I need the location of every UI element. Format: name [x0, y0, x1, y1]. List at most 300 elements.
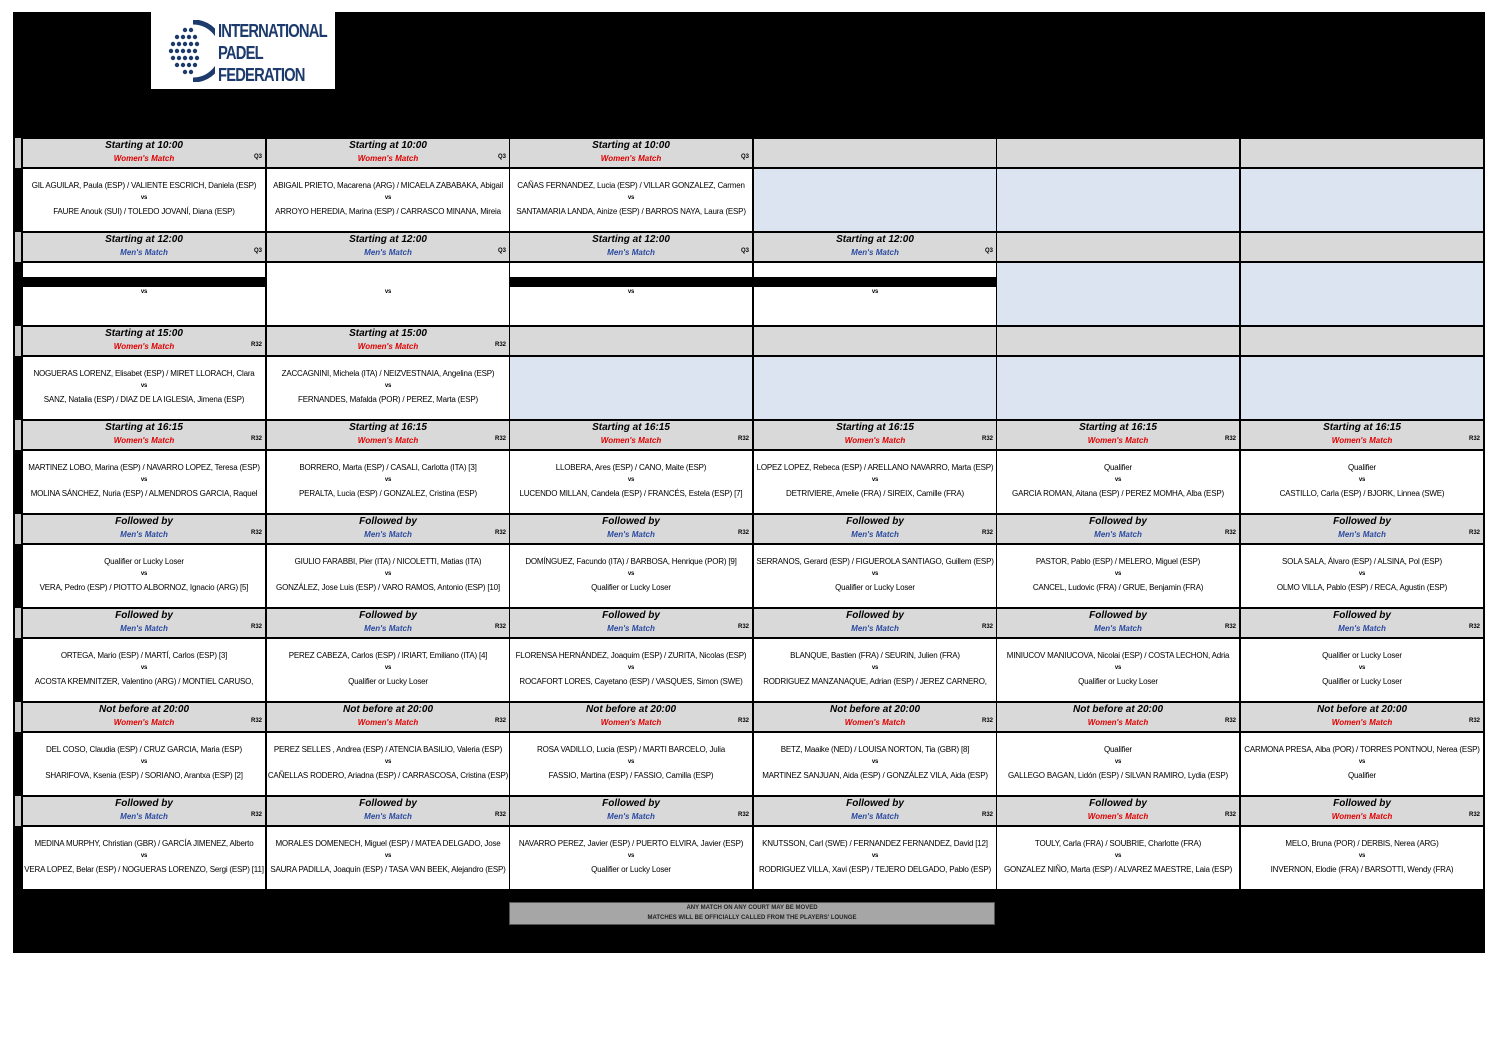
start-time: Starting at 16:15 — [1323, 422, 1401, 433]
team-2: MARTINEZ SANJUAN, Aida (ESP) / GONZÁLEZ VILA, Aida (ESP) — [762, 771, 988, 780]
team-1: Qualifier — [1348, 463, 1376, 472]
round-label: R32 — [981, 530, 993, 536]
team-2: Qualifier or Lucky Loser — [348, 677, 428, 686]
match-card[interactable] — [22, 262, 266, 326]
team-2: Qualifier or Lucky Loser — [591, 583, 671, 592]
team-2: Qualifier or Lucky Loser — [1078, 677, 1158, 686]
team-2: GONZALEZ NIÑO, Marta (ESP) / ALVAREZ MAESTRE, Laia (ESP) — [1003, 865, 1233, 874]
round-label: R32 — [737, 436, 749, 442]
match-header — [1240, 796, 1484, 826]
row-marker — [15, 796, 21, 826]
start-time: Not before at 20:00 — [585, 704, 677, 715]
team-2: Qualifier or Lucky Loser — [835, 583, 915, 592]
team-2: Qualifier or Lucky Loser — [1322, 677, 1402, 686]
round-label: R32 — [250, 624, 262, 630]
round-label: R32 — [1468, 718, 1480, 724]
round-label: Q3 — [253, 248, 262, 254]
team-2: SANTAMARIA LANDA, Ainize (ESP) / BARROS NAYA, Laura (ESP) — [516, 207, 746, 216]
round-label: R32 — [737, 530, 749, 536]
start-time: Followed by — [846, 610, 904, 621]
match-type: Men's Match — [607, 812, 655, 821]
versus-label: vs — [871, 477, 879, 483]
round-label: R32 — [494, 342, 506, 348]
start-time: Starting at 15:00 — [105, 328, 183, 339]
match-card[interactable] — [1240, 638, 1484, 702]
versus-label: vs — [140, 665, 148, 671]
start-time: Starting at 10:00 — [349, 140, 427, 151]
round-label: R32 — [494, 718, 506, 724]
round-label: R32 — [737, 812, 749, 818]
match-type: Women's Match — [1087, 718, 1149, 727]
team-2: RODRIGUEZ VILLA, Xavi (ESP) / TEJERO DELGADO, Pablo (ESP) — [758, 865, 992, 874]
versus-label: vs — [1114, 665, 1122, 671]
match-header — [266, 420, 510, 450]
versus-label: vs — [1358, 665, 1366, 671]
empty-court-slot — [1240, 168, 1484, 232]
team-1: BORRERO, Marta (ESP) / CASALI, Carlotta (ITA) [3] — [299, 463, 477, 472]
versus-label: vs — [140, 195, 148, 201]
match-header — [1240, 138, 1484, 168]
match-type: Women's Match — [844, 718, 906, 727]
start-time: Starting at 12:00 — [105, 234, 183, 245]
empty-court-slot — [996, 356, 1240, 420]
match-type: Men's Match — [607, 624, 655, 633]
match-type: Women's Match — [113, 154, 175, 163]
match-card[interactable] — [266, 450, 510, 514]
start-time: Not before at 20:00 — [829, 704, 921, 715]
start-time: Starting at 12:00 — [836, 234, 914, 245]
round-label: Q3 — [253, 154, 262, 160]
round-label: R32 — [1224, 718, 1236, 724]
versus-label: vs — [384, 759, 392, 765]
match-card[interactable] — [996, 826, 1240, 890]
match-type: Men's Match — [1338, 624, 1386, 633]
team-2: VERA, Pedro (ESP) / PIOTTO ALBORNOZ, Ignacio (ARG) [5] — [39, 583, 249, 592]
match-header — [266, 796, 510, 826]
match-type: Women's Match — [844, 436, 906, 445]
match-header — [22, 702, 266, 732]
team-2: MOLINA SÁNCHEZ, Nuria (ESP) / ALMENDROS GARCIA, Raquel — [30, 489, 258, 498]
start-time: Followed by — [1333, 516, 1391, 527]
match-type: Women's Match — [1331, 718, 1393, 727]
match-type: Men's Match — [607, 248, 655, 257]
match-card[interactable] — [1240, 732, 1484, 796]
team-1: CAÑAS FERNANDEZ, Lucia (ESP) / VILLAR GONZALEZ, Carmen — [517, 181, 745, 190]
match-card[interactable] — [266, 544, 510, 608]
versus-label: vs — [384, 289, 392, 295]
match-card[interactable] — [996, 544, 1240, 608]
start-time: Followed by — [359, 516, 417, 527]
start-time: Not before at 20:00 — [1072, 704, 1164, 715]
start-time: Not before at 20:00 — [98, 704, 190, 715]
start-time: Starting at 16:15 — [105, 422, 183, 433]
team-1: SERRANOS, Gerard (ESP) / FIGUEROLA SANTIAGO, Guillem (ESP) — [756, 557, 994, 566]
match-type: Men's Match — [364, 624, 412, 633]
match-card[interactable] — [996, 450, 1240, 514]
empty-court-slot — [1240, 262, 1484, 326]
team-1: NAVARRO PEREZ, Javier (ESP) / PUERTO ELVIRA, Javier (ESP) — [518, 839, 744, 848]
round-label: R32 — [1224, 812, 1236, 818]
match-header — [266, 232, 510, 262]
team-1: SOLA SALA, Álvaro (ESP) / ALSINA, Pol (ESP) — [1282, 557, 1442, 566]
versus-label: vs — [1358, 477, 1366, 483]
versus-label: vs — [871, 665, 879, 671]
match-card[interactable] — [22, 450, 266, 514]
team-1: TOULY, Carla (FRA) / SOUBRIE, Charlotte (FRA) — [1034, 839, 1202, 848]
team-1: GIL AGUILAR, Paula (ESP) / VALIENTE ESCRICH, Daniela (ESP) — [31, 181, 257, 190]
versus-label: vs — [1114, 853, 1122, 859]
team-1: ZACCAGNINI, Michela (ITA) / NEIZVESTNAIA, Angelina (ESP) — [281, 369, 495, 378]
match-type: Women's Match — [600, 154, 662, 163]
round-label: R32 — [1468, 812, 1480, 818]
match-type: Men's Match — [1094, 530, 1142, 539]
match-header — [753, 326, 997, 356]
redacted-bar — [23, 277, 265, 287]
team-2: RODRIGUEZ MANZANAQUE, Adrian (ESP) / JEREZ CARNERO, — [763, 677, 987, 686]
redacted-bar — [510, 277, 752, 287]
team-1: FLORENSA HERNÁNDEZ, Joaquim (ESP) / ZURITA, Nicolas (ESP) — [515, 651, 747, 660]
match-type: Women's Match — [600, 436, 662, 445]
match-header — [509, 326, 753, 356]
match-type: Men's Match — [1094, 624, 1142, 633]
team-1: Qualifier or Lucky Loser — [104, 557, 184, 566]
empty-court-slot — [509, 356, 753, 420]
match-header — [753, 608, 997, 638]
round-label: R32 — [737, 624, 749, 630]
match-header — [22, 796, 266, 826]
start-time: Followed by — [1089, 798, 1147, 809]
round-label: Q3 — [497, 248, 506, 254]
round-label: R32 — [250, 530, 262, 536]
team-1: BETZ, Maaike (NED) / LOUISA NORTON, Tia (GBR) [8] — [780, 745, 970, 754]
match-header — [753, 138, 997, 168]
team-1: ORTEGA, Mario (ESP) / MARTÍ, Carlos (ESP) [3] — [60, 651, 228, 660]
versus-label: vs — [627, 289, 635, 295]
start-time: Starting at 10:00 — [592, 140, 670, 151]
team-1: LOPEZ LOPEZ, Rebeca (ESP) / ARELLANO NAVARRO, Marta (ESP) — [756, 463, 994, 472]
match-card[interactable] — [266, 356, 510, 420]
team-1: Qualifier or Lucky Loser — [1322, 651, 1402, 660]
row-marker — [15, 232, 21, 262]
match-card[interactable] — [1240, 826, 1484, 890]
round-label: R32 — [737, 718, 749, 724]
start-time: Followed by — [846, 798, 904, 809]
versus-label: vs — [140, 477, 148, 483]
match-card[interactable] — [996, 638, 1240, 702]
match-header — [509, 514, 753, 544]
start-time: Followed by — [1333, 798, 1391, 809]
match-header — [266, 608, 510, 638]
start-time: Starting at 12:00 — [592, 234, 670, 245]
match-card[interactable] — [266, 262, 510, 326]
versus-label: vs — [140, 571, 148, 577]
match-card[interactable] — [22, 826, 266, 890]
team-2: CASTILLO, Carla (ESP) / BJORK, Linnea (SWE) — [1279, 489, 1445, 498]
round-label: Q3 — [984, 248, 993, 254]
round-label: Q3 — [497, 154, 506, 160]
round-label: Q3 — [740, 248, 749, 254]
start-time: Starting at 16:15 — [349, 422, 427, 433]
globe-logo-icon — [163, 20, 215, 82]
match-card[interactable] — [753, 450, 997, 514]
team-1: GIULIO FARABBI, Pier (ITA) / NICOLETTI, Matias (ITA) — [294, 557, 482, 566]
start-time: Followed by — [359, 798, 417, 809]
start-time: Followed by — [1089, 610, 1147, 621]
match-card[interactable] — [509, 450, 753, 514]
team-2: ARROYO HEREDIA, Marina (ESP) / CARRASCO MINANA, Mireia — [275, 207, 501, 216]
match-type: Men's Match — [1338, 530, 1386, 539]
empty-court-slot — [996, 262, 1240, 326]
round-label: R32 — [1224, 624, 1236, 630]
round-label: R32 — [1468, 436, 1480, 442]
team-1: Qualifier — [1104, 463, 1132, 472]
team-2: SHARIFOVA, Ksenia (ESP) / SORIANO, Arantxa (ESP) [2] — [45, 771, 243, 780]
notice-box — [509, 902, 995, 925]
team-1: PEREZ CABEZA, Carlos (ESP) / IRIART, Emiliano (ITA) [4] — [288, 651, 488, 660]
match-card[interactable] — [266, 826, 510, 890]
match-header — [753, 420, 997, 450]
team-1: PASTOR, Pablo (ESP) / MELERO, Miguel (ESP) — [1035, 557, 1201, 566]
empty-court-slot — [996, 168, 1240, 232]
match-header — [753, 796, 997, 826]
match-type: Women's Match — [113, 342, 175, 351]
team-1: DEL COSO, Claudia (ESP) / CRUZ GARCIA, Maria (ESP) — [46, 745, 242, 754]
match-type: Women's Match — [1087, 812, 1149, 821]
start-time: Followed by — [1089, 516, 1147, 527]
match-card[interactable] — [509, 544, 753, 608]
team-2: OLMO VILLA, Pablo (ESP) / RECA, Agustin (ESP) — [1276, 583, 1448, 592]
start-time: Starting at 12:00 — [349, 234, 427, 245]
round-label: R32 — [981, 812, 993, 818]
match-header — [996, 514, 1240, 544]
round-label: R32 — [1224, 436, 1236, 442]
team-2: FASSIO, Martina (ESP) / FASSIO, Camilla (ESP) — [548, 771, 714, 780]
start-time: Followed by — [602, 516, 660, 527]
match-type: Men's Match — [851, 248, 899, 257]
team-2: VERA LOPEZ, Belar (ESP) / NOGUERAS LORENZO, Sergi (ESP) [11] — [24, 865, 264, 874]
match-type: Men's Match — [851, 530, 899, 539]
match-type: Women's Match — [1331, 812, 1393, 821]
row-marker — [15, 420, 21, 450]
round-label: Q3 — [740, 154, 749, 160]
match-card[interactable] — [22, 544, 266, 608]
match-card[interactable] — [509, 262, 753, 326]
versus-label: vs — [384, 665, 392, 671]
match-header — [996, 608, 1240, 638]
start-time: Starting at 16:15 — [592, 422, 670, 433]
start-time: Followed by — [359, 610, 417, 621]
logo-line: FEDERATION — [218, 65, 305, 85]
match-header — [22, 608, 266, 638]
match-type: Men's Match — [364, 812, 412, 821]
empty-court-slot — [753, 168, 997, 232]
start-time: Not before at 20:00 — [1316, 704, 1408, 715]
round-label: R32 — [250, 342, 262, 348]
match-header — [996, 232, 1240, 262]
match-type: Women's Match — [357, 718, 419, 727]
start-time: Starting at 15:00 — [349, 328, 427, 339]
team-2: SAURA PADILLA, Joaquín (ESP) / TASA VAN BEEK, Alejandro (ESP) — [270, 865, 506, 874]
versus-label: vs — [140, 289, 148, 295]
round-label: R32 — [250, 436, 262, 442]
match-card[interactable] — [1240, 544, 1484, 608]
match-header — [22, 326, 266, 356]
team-2: Qualifier — [1348, 771, 1376, 780]
round-label: R32 — [1468, 624, 1480, 630]
match-card[interactable] — [1240, 450, 1484, 514]
start-time: Followed by — [846, 516, 904, 527]
team-2: GALLEGO BAGAN, Lidón (ESP) / SILVAN RAMIRO, Lydia (ESP) — [1007, 771, 1229, 780]
match-card[interactable] — [22, 168, 266, 232]
round-label: R32 — [494, 624, 506, 630]
match-header — [266, 326, 510, 356]
logo-wordmark — [218, 20, 327, 86]
versus-label: vs — [627, 759, 635, 765]
match-header — [266, 514, 510, 544]
versus-label: vs — [1114, 759, 1122, 765]
match-card[interactable] — [22, 732, 266, 796]
match-header — [1240, 326, 1484, 356]
match-card[interactable] — [509, 168, 753, 232]
versus-label: vs — [871, 759, 879, 765]
match-header — [509, 702, 753, 732]
team-1: MARTINEZ LOBO, Marina (ESP) / NAVARRO LOPEZ, Teresa (ESP) — [28, 463, 260, 472]
team-1: DOMÍNGUEZ, Facundo (ITA) / BARBOSA, Henrique (POR) [9] — [525, 557, 737, 566]
row-marker — [15, 138, 21, 168]
team-1: KNUTSSON, Carl (SWE) / FERNANDEZ FERNANDEZ, David [12] — [762, 839, 988, 848]
team-2: SANZ, Natalia (ESP) / DIAZ DE LA IGLESIA, Jimena (ESP) — [43, 395, 245, 404]
versus-label: vs — [140, 853, 148, 859]
match-card[interactable] — [509, 732, 753, 796]
team-1: MEDINA MURPHY, Christian (GBR) / GARCÍA JIMENEZ, Alberto — [34, 839, 254, 848]
team-2: FAURE Anouk (SUI) / TOLEDO JOVANÍ, Diana (ESP) — [53, 207, 235, 216]
team-1: CARMONA PRESA, Alba (POR) / TORRES PONTNOU, Nerea (ESP) — [1244, 745, 1480, 754]
match-type: Women's Match — [1087, 436, 1149, 445]
start-time: Followed by — [602, 610, 660, 621]
row-marker — [15, 514, 21, 544]
match-header — [509, 232, 753, 262]
team-1: PEREZ SELLES , Andrea (ESP) / ATENCIA BASILIO, Valeria (ESP) — [273, 745, 503, 754]
match-header — [22, 514, 266, 544]
match-header — [509, 608, 753, 638]
team-1: LLOBERA, Ares (ESP) / CANO, Maite (ESP) — [555, 463, 707, 472]
versus-label: vs — [627, 853, 635, 859]
row-marker — [15, 326, 21, 356]
ipf-logo — [151, 12, 335, 89]
versus-label: vs — [871, 289, 879, 295]
match-type: Women's Match — [357, 154, 419, 163]
match-type: Women's Match — [113, 436, 175, 445]
team-2: FERNANDES, Mafalda (POR) / PEREZ, Marta (ESP) — [298, 395, 478, 404]
match-card[interactable] — [996, 732, 1240, 796]
match-card[interactable] — [266, 638, 510, 702]
match-type: Men's Match — [851, 624, 899, 633]
match-card[interactable] — [753, 638, 997, 702]
match-card[interactable] — [753, 262, 997, 326]
round-label: R32 — [494, 530, 506, 536]
round-label: R32 — [981, 436, 993, 442]
versus-label: vs — [1358, 571, 1366, 577]
match-card[interactable] — [266, 732, 510, 796]
versus-label: vs — [384, 195, 392, 201]
notice-line-2: MATCHES WILL BE OFFICIALLY CALLED FROM THE PLAYERS' LOUNGE — [647, 915, 857, 921]
match-header — [22, 232, 266, 262]
team-2: ROCAFORT LORES, Cayetano (ESP) / VASQUES, Simon (SWE) — [519, 677, 743, 686]
match-header — [753, 232, 997, 262]
match-card[interactable] — [22, 356, 266, 420]
team-2: ACOSTA KREMNITZER, Valentino (ARG) / MONTIEL CARUSO, — [34, 677, 254, 686]
match-type: Men's Match — [120, 624, 168, 633]
start-time: Starting at 16:15 — [1079, 422, 1157, 433]
row-marker — [15, 702, 21, 732]
versus-label: vs — [627, 665, 635, 671]
match-card[interactable] — [753, 544, 997, 608]
team-2: PERALTA, Lucia (ESP) / GONZALEZ, Cristina (ESP) — [299, 489, 477, 498]
start-time: Followed by — [115, 516, 173, 527]
team-1: BLANQUE, Bastien (FRA) / SEURIN, Julien (FRA) — [790, 651, 960, 660]
match-type: Men's Match — [364, 248, 412, 257]
versus-label: vs — [384, 477, 392, 483]
team-1: ABIGAIL PRIETO, Macarena (ARG) / MICAELA ZABABAKA, Abigail — [273, 181, 503, 190]
round-label: R32 — [494, 436, 506, 442]
match-card[interactable] — [753, 826, 997, 890]
versus-label: vs — [1114, 571, 1122, 577]
round-label: R32 — [250, 812, 262, 818]
match-header — [22, 420, 266, 450]
round-label: R32 — [494, 812, 506, 818]
team-2: LUCENDO MILLAN, Candela (ESP) / FRANCÉS, Estela (ESP) [7] — [519, 489, 743, 498]
start-time: Followed by — [1333, 610, 1391, 621]
match-header — [996, 420, 1240, 450]
versus-label: vs — [140, 759, 148, 765]
versus-label: vs — [1358, 759, 1366, 765]
start-time: Followed by — [602, 798, 660, 809]
match-type: Women's Match — [357, 436, 419, 445]
versus-label: vs — [627, 477, 635, 483]
match-header — [509, 420, 753, 450]
start-time: Followed by — [115, 798, 173, 809]
team-2: INVERNON, Elodie (FRA) / BARSOTTI, Wendy (FRA) — [1270, 865, 1454, 874]
start-time: Not before at 20:00 — [342, 704, 434, 715]
match-card[interactable] — [22, 638, 266, 702]
match-header — [1240, 608, 1484, 638]
versus-label: vs — [1114, 477, 1122, 483]
match-card[interactable] — [509, 826, 753, 890]
row-marker — [15, 608, 21, 638]
team-2: GONZÁLEZ, Jose Luis (ESP) / VARO RAMOS, Antonio (ESP) [10] — [276, 583, 500, 592]
versus-label: vs — [627, 571, 635, 577]
match-card[interactable] — [509, 638, 753, 702]
team-2: CANCEL, Ludovic (FRA) / GRUE, Benjamin (FRA) — [1032, 583, 1204, 592]
match-type: Men's Match — [120, 248, 168, 257]
match-type: Men's Match — [607, 530, 655, 539]
team-2: Qualifier or Lucky Loser — [591, 865, 671, 874]
match-card[interactable] — [753, 732, 997, 796]
logo-line: INTERNATIONAL — [218, 21, 327, 41]
versus-label: vs — [384, 853, 392, 859]
match-header — [1240, 514, 1484, 544]
team-1: MINIUCOV MANIUCOVA, Nicolai (ESP) / COSTA LECHON, Adria — [1006, 651, 1230, 660]
match-card[interactable] — [266, 168, 510, 232]
match-header — [1240, 702, 1484, 732]
versus-label: vs — [384, 571, 392, 577]
match-type: Women's Match — [600, 718, 662, 727]
round-label: R32 — [250, 718, 262, 724]
versus-label: vs — [384, 383, 392, 389]
team-1: NOGUERAS LORENZ, Elisabet (ESP) / MIRET LLORACH, Clara — [33, 369, 255, 378]
match-type: Men's Match — [120, 530, 168, 539]
empty-court-slot — [753, 356, 997, 420]
